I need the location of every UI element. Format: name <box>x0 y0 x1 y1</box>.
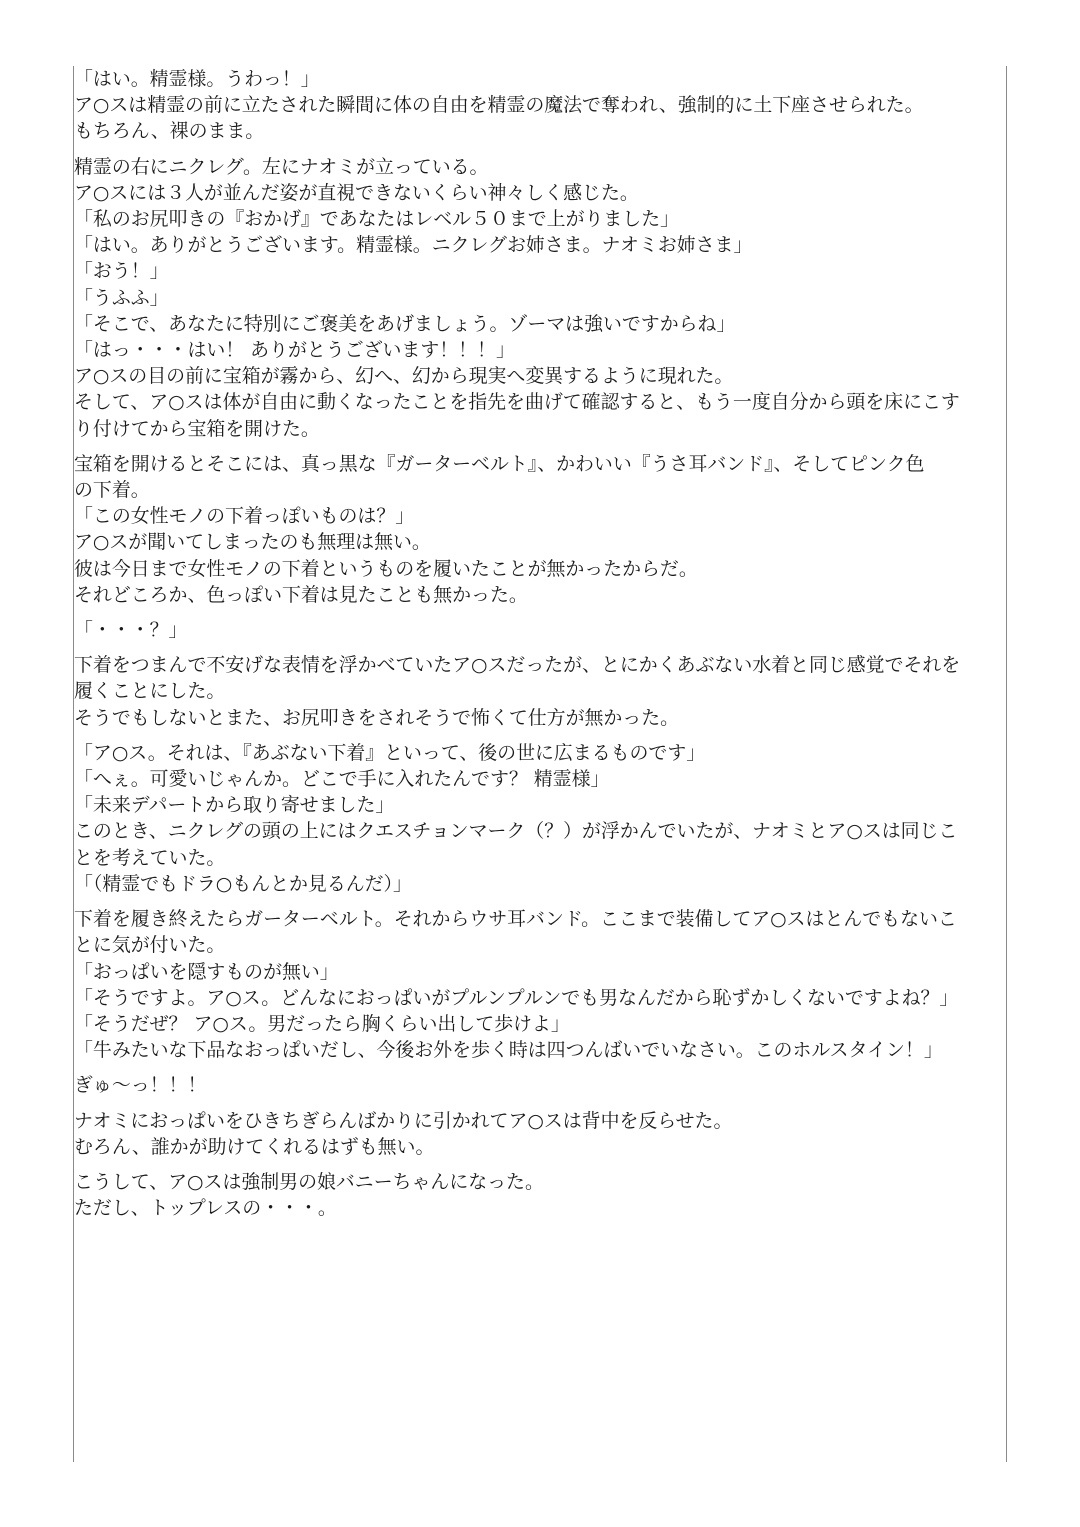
text-line: 下着をつまんで不安げな表情を浮かべていたア○スだったが、とにかくあぶない水着と同じ感覚でそれを <box>74 654 961 677</box>
text-line: もちろん、裸のまま。 <box>74 120 265 143</box>
text-line: ア○スが聞いてしまったのも無理は無い。 <box>74 531 431 554</box>
text-line: 「ア○ス。それは、『あぶない下着』といって、後の世に広まるものです」 <box>74 741 706 764</box>
paragraph <box>74 652 1008 731</box>
text-line: 「そうだぜ？ ア○ス。男だったら胸くらい出して歩けよ」 <box>74 1012 570 1035</box>
paragraph <box>74 906 1008 1063</box>
text-line: 「おっぱいを隠すものが無い」 <box>74 960 339 983</box>
text-line: 「そこで、あなたに特別にご褒美をあげましょう。ゾーマは強いですからね」 <box>74 312 736 335</box>
text-line: ア○スは精霊の前に立たされた瞬間に体の自由を精霊の魔法で奪われ、強制的に土下座させられた。 <box>74 94 924 117</box>
text-line: ただし、トップレスの・・・。 <box>74 1197 337 1220</box>
text-line: そうでもしないとまた、お尻叩きをされそうで怖くて仕方が無かった。 <box>74 706 680 729</box>
text-line: とを考えていた。 <box>74 846 226 869</box>
text-line: 「（精霊でもドラ○もんとか見るんだ）」 <box>74 872 412 895</box>
text-line: 下着を履き終えたらガーターベルト。それからウサ耳バンド。ここまで装備してア○スはとんでもないこ <box>74 908 957 931</box>
text-line: 「はい。精霊様。うわっ！」 <box>74 68 320 90</box>
text-line: 「・・・？」 <box>74 619 188 642</box>
text-line: り付けてから宝箱を開けた。 <box>74 417 320 440</box>
text-line: そして、ア○スは体が自由に動くなったことを指先を曲げて確認すると、もう一度自分から頭を床にこす <box>74 391 960 414</box>
paragraph <box>74 740 1008 897</box>
text-line: それどころか、色っぽい下着は見たことも無かった。 <box>74 583 528 606</box>
text-line: 「へぇ。可愛いじゃんか。どこで手に入れたんです？ 精霊様」 <box>74 768 610 791</box>
paragraph <box>74 451 1008 608</box>
paragraph <box>74 66 1008 145</box>
text-line: 「私のお尻叩きの『おかげ』であなたはレベル５０まで上がりました」 <box>74 208 680 231</box>
text-line: 履くことにした。 <box>74 680 226 703</box>
text-line: 「この女性モノの下着っぽいものは？」 <box>74 505 415 528</box>
paragraph <box>74 1169 1008 1221</box>
text-line: の下着。 <box>74 479 150 502</box>
paragraph <box>74 1108 1008 1160</box>
text-line: 「おう！」 <box>74 260 169 283</box>
text-line: 「そうですよ。ア○ス。どんなにおっぱいがプルンプルンでも男なんだから恥ずかしくないですよね？」 <box>74 986 959 1009</box>
text-line: むろん、誰かが助けてくれるはずも無い。 <box>74 1135 435 1158</box>
text-line: ア○スには３人が並んだ姿が直視できないくらい神々しく感じた。 <box>74 181 639 204</box>
paragraph <box>74 154 1008 442</box>
text-line: 「牛みたいな下品なおっぱいだし、今後お外を歩く時は四つんばいでいなさい。このホルスタイン！」 <box>74 1039 943 1062</box>
text-line: とに気が付いた。 <box>74 934 226 957</box>
text-line: 精霊の右にニクレグ。左にナオミが立っている。 <box>74 155 489 178</box>
text-line: こうして、ア○スは強制男の娘バニーちゃんになった。 <box>74 1170 544 1193</box>
text-line: ア○スの目の前に宝箱が霧から、幻へ、幻から現実へ変異するように現れた。 <box>74 365 734 388</box>
document-body <box>74 66 1008 1230</box>
text-line: ぎゅ～っ！！！ <box>74 1074 207 1097</box>
text-line: 「うふふ」 <box>74 286 169 309</box>
text-line: ナオミにおっぱいをひきちぎらんばかりに引かれてア○スは背中を反らせた。 <box>74 1109 733 1132</box>
paragraph <box>74 617 1008 643</box>
text-line: 「はっ・・・はい！ ありがとうございます！！！」 <box>74 339 515 362</box>
text-line: 「未来デパートから取り寄せました」 <box>74 794 395 817</box>
text-line: 彼は今日まで女性モノの下着というものを履いたことが無かったからだ。 <box>74 557 698 580</box>
text-line: 宝箱を開けるとそこには、真っ黒な『ガーターベルト』、かわいい『うさ耳バンド』、そしてピンク色 <box>74 452 925 475</box>
text-line: 「はい。ありがとうございます。精霊様。ニクレグお姉さま。ナオミお姉さま」 <box>74 234 753 257</box>
text-line: このとき、ニクレグの頭の上にはクエスチョンマーク（？）が浮かんでいたが、ナオミとア○スは同じこ <box>74 820 958 843</box>
paragraph <box>74 1072 1008 1098</box>
